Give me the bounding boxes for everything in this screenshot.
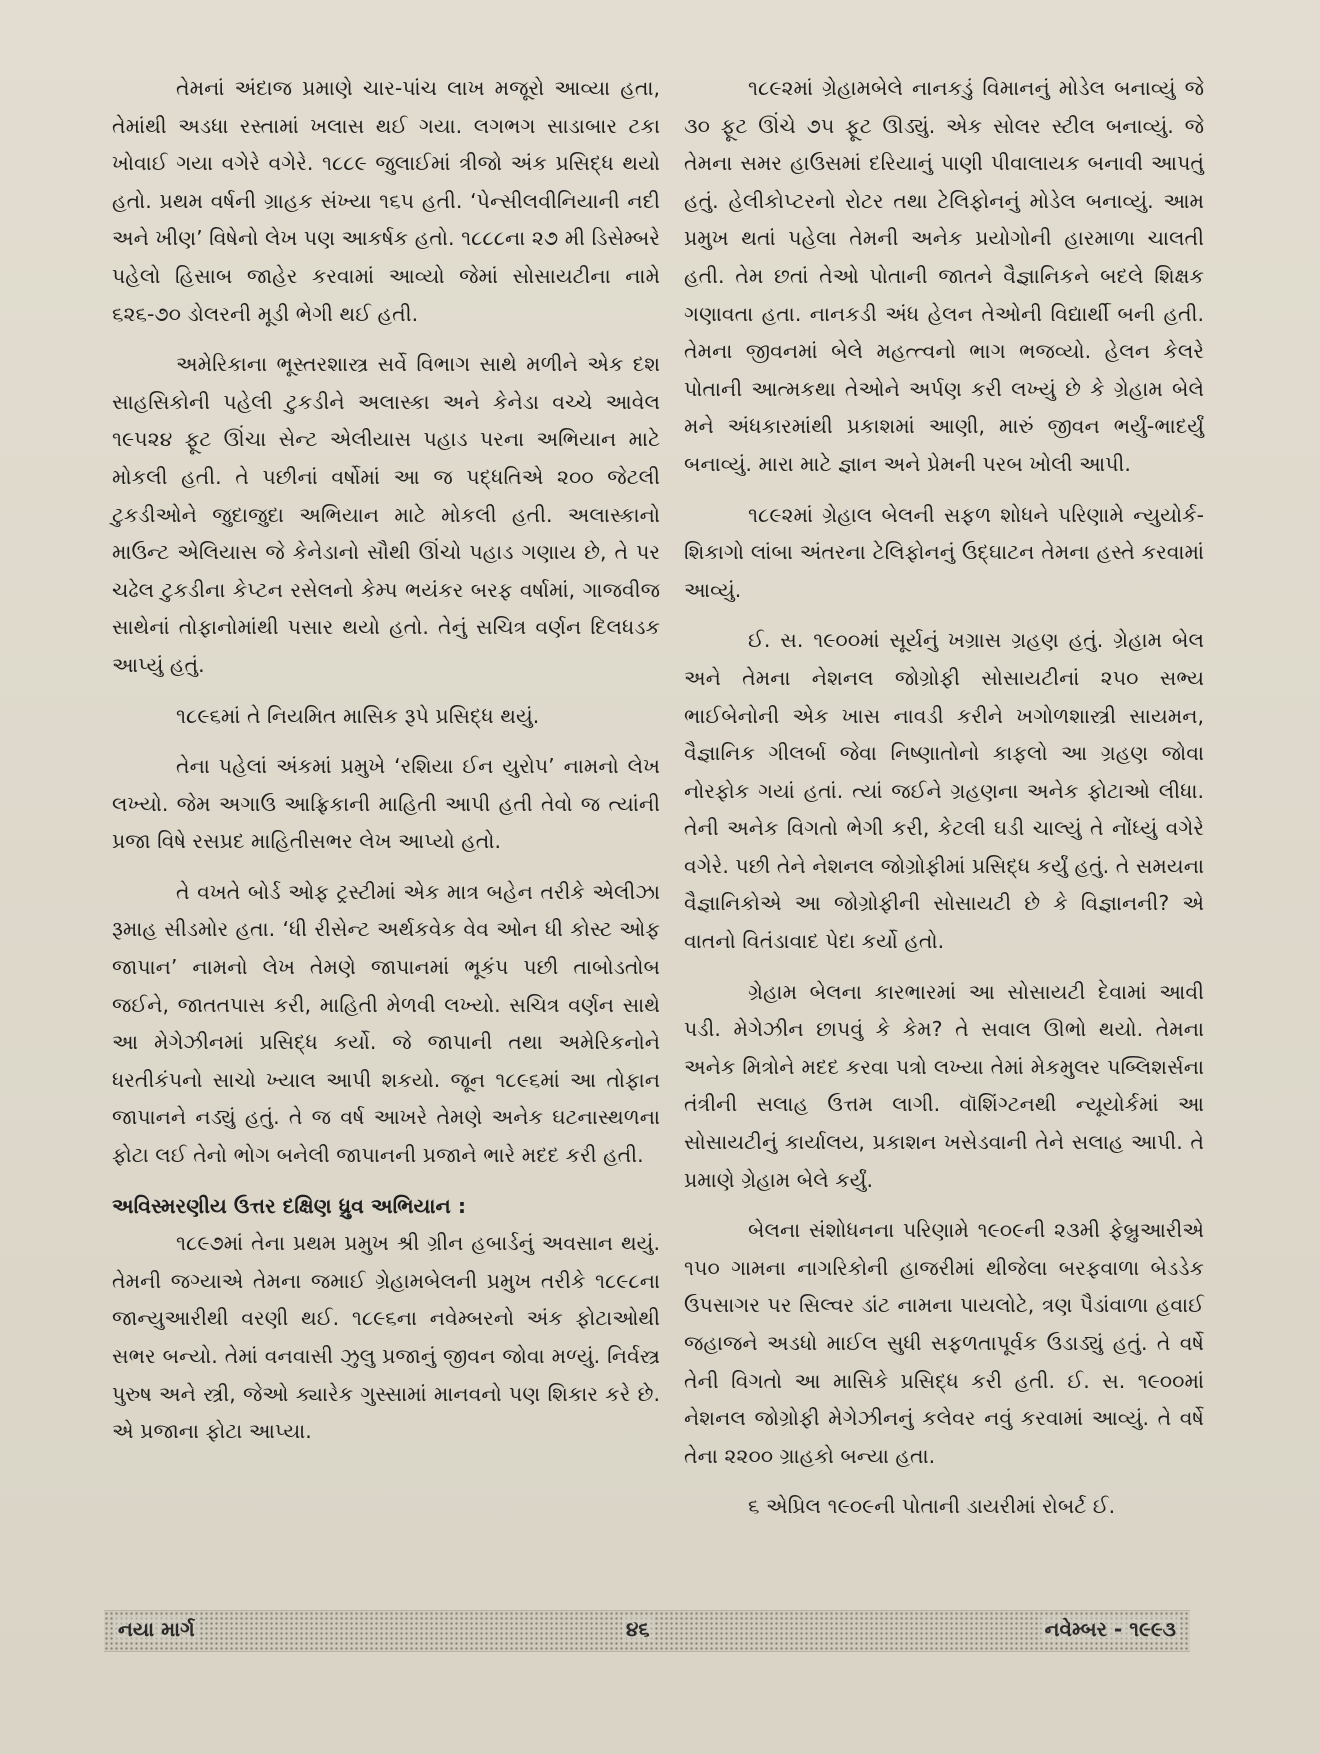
paragraph: ૧૮૯૬માં તે નિયમિત માસિક રૂપે પ્રસિદ્ધ થયું. [176, 703, 540, 728]
paragraph: અમેરિકાના ભૂસ્તરશાસ્ત્ર સર્વે વિભાગ સાથે મળીને એક દશ સાહસિકોની પહેલી ટુકડીને અલાસ્કા અને કેનેડા વચ્ચે આવેલ ૧૯૫૨૪ ફૂટ ઊંચા સેન્ટ એલીયાસ પહાડ પરના અભિયાન માટે મોકલી હતી. તે પછીનાં વર્ષોમાં આ જ પદ્ધતિએ ૨૦૦ જેટલી ટુકડીઓને જુદાજુદા અભિયાન માટે મોકલી હતી. અલાસ્કાનો માઉન્ટ એલિયાસ જે કેનેડાનો સૌથી ઊંચો પહાડ ગણાય છે, તે પર ચઢેલ ટુકડીના કેપ્ટન રસેલનો કેમ્પ ભયંકર બરફ વર્ષામાં, ગાજવીજ સાથેનાં તોફાનોમાંથી પસાર થયો હતો. તેનું સચિત્ર વર્ણન દિલધડક આપ્યું હતું. [112, 352, 660, 677]
right-column [684, 70, 1204, 1539]
page-footer [104, 1610, 1190, 1652]
section-heading: અવિસ્મરણીય ઉત્તર દક્ષિણ ધ્રુવ અભિયાન : [112, 1193, 467, 1218]
page-number: ૪૬ [622, 1617, 654, 1641]
paragraph: ૧૮૯૨માં ગ્રેહાલ બેલની સફળ શોધને પરિણામે ન્યુયોર્ક-શિકાગો લાંબા અંતરના ટેલિફોનનું ઉદ્‌ઘાટન તેમના હસ્તે કરવામાં આવ્યું. [684, 502, 1204, 602]
magazine-name: નયા માર્ગ [114, 1617, 199, 1641]
left-column [112, 70, 660, 1464]
paragraph: ૬ એપ્રિલ ૧૯૦૯ની પોતાની ડાયરીમાં રોબર્ટ ઈ. [748, 1494, 1116, 1519]
paragraph: તે વખતે બોર્ડ ઓફ ટ્રસ્ટીમાં એક માત્ર બહેન તરીકે એલીઝા રૂમાહ સીડમોર હતા. ‘ધી રીસેન્ટ અર્થકવેક વેવ ઓન ધી કોસ્ટ ઓફ જાપાન’ નામનો લેખ તેમણે જાપાનમાં ભૂકંપ પછી તાબોડતોબ જઈને, જાતતપાસ કરી, માહિતી મેળવી લખ્યો. સચિત્ર વર્ણન સાથે આ મેગેઝીનમાં પ્રસિદ્ધ કર્યો. જે જાપાની તથા અમેરિકનોને ધરતીકંપનો સાચો ખ્યાલ આપી શકયો. જૂન ૧૮૯૬માં આ તોફાન જાપાનને નડ્યું હતું. તે જ વર્ષ આખરે તેમણે અનેક ઘટનાસ્થળના ફોટા લઈ તેનો ભોગ બનેલી જાપાનની પ્રજાને ભારે મદદ કરી હતી. [112, 879, 660, 1168]
paragraph: ઈ. સ. ૧૯૦૦માં સૂર્યનું ખગ્રાસ ગ્રહણ હતું. ગ્રેહામ બેલ અને તેમના નેશનલ જોગ્રોફી સોસાયટીનાં ૨૫૦ સભ્ય ભાઈબેનોની એક ખાસ નાવડી કરીને ખગોળશાસ્ત્રી સાયમન, વૈજ્ઞાનિક ગીલર્બા જેવા નિષ્ણાતોનો કાફલો આ ગ્રહણ જોવા નોરફોક ગયાં હતાં. ત્યાં જઈને ગ્રહણના અનેક ફોટાઓ લીધા. તેની અનેક વિગતો ભેગી કરી, કેટલી ઘડી ચાલ્યું તે નોંધ્યું વગેરે વગેરે. પછી તેને નેશનલ જોગ્રોફીમાં પ્રસિદ્ધ કર્યું હતું. તે સમયના વૈજ્ઞાનિકોએ આ જોગ્રોફીની સોસાયટી છે કે વિજ્ઞાનની? એ વાતનો વિતંડાવાદ પેદા કર્યો હતો. [684, 628, 1204, 954]
paragraph: ૧૮૯૭માં તેના પ્રથમ પ્રમુખ શ્રી ગ્રીન હબાર્ડનું અવસાન થયું. તેમની જગ્યાએ તેમના જમાઈ ગ્રેહામબેલની પ્રમુખ તરીકે ૧૮૯૮ના જાન્યુઆરીથી વરણી થઈ. ૧૮૯૬ના નવેમ્બરનો અંક ફોટાઓથી સભર બન્યો. તેમાં વનવાસી ઝુલુ પ્રજાનું જીવન જોવા મળ્યું. નિર્વસ્ત્ર પુરુષ અને સ્ત્રી, જેઓ ક્યારેક ગુસ્સામાં માનવનો પણ શિકાર કરે છે. એ પ્રજાના ફોટા આપ્યા. [112, 1231, 660, 1444]
paragraph: તેમનાં અંદાજ પ્રમાણે ચાર-પાંચ લાખ મજૂરો આવ્યા હતા, તેમાંથી અડધા રસ્તામાં ખલાસ થઈ ગયા. લગભગ સાડાબાર ટકા ખોવાઈ ગયા વગેરે વગેરે. ૧૮૮૯ જુલાઈમાં ત્રીજો અંક પ્રસિદ્ધ થયો હતો. પ્રથમ વર્ષની ગ્રાહક સંખ્યા ૧૬૫ હતી. ‘પેન્સીલવીનિયાની નદી અને ખીણ’ વિષેનો લેખ પણ આકર્ષક હતો. ૧૮૮૮ના ૨૭ મી ડિસેમ્બરે પહેલો હિસાબ જાહેર કરવામાં આવ્યો જેમાં સોસાયટીના નામે ૬૨૬-૭૦ ડોલરની મૂડી ભેગી થઈ હતી. [112, 76, 660, 326]
paragraph: ૧૮૯૨માં ગ્રેહામબેલે નાનકડું વિમાનનું મોડેલ બનાવ્યું જે ૩૦ ફૂટ ઊંચે ૭૫ ફૂટ ઊડ્યું. એક સોલર સ્ટીલ બનાવ્યું. જે તેમના સમર હાઉસમાં દરિયાનું પાણી પીવાલાયક બનાવી આપતું હતું. હેલીકોપ્ટરનો રોટર તથા ટેલિફોનનું મોડેલ બનાવ્યું. આમ પ્રમુખ થતાં પહેલા તેમની અનેક પ્રયોગોની હારમાળા ચાલતી હતી. તેમ છતાં તેઓ પોતાની જાતને વૈજ્ઞાનિકને બદલે શિક્ષક ગણાવતા હતા. નાનકડી અંધ હેલન તેઓની વિદ્યાર્થી બની હતી. તેમના જીવનમાં બેલે મહત્ત્વનો ભાગ ભજવ્યો. હેલન કેલરે પોતાની આત્મકથા તેઓને અર્પણ કરી લખ્યું છે કે ગ્રેહામ બેલે મને અંધકારમાંથી પ્રકાશમાં આણી, મારું જીવન ભર્યું-ભાદર્યું બનાવ્યું. મારા માટે જ્ઞાન અને પ્રેમની પરબ ખોલી આપી. [684, 76, 1204, 476]
paragraph: તેના પહેલાં અંકમાં પ્રમુખે ‘રશિયા ઈન યુરોપ’ નામનો લેખ લખ્યો. જેમ અગાઉ આફ્રિકાની માહિતી આપી હતી તેવો જ ત્યાંની પ્રજા વિષે રસપ્રદ માહિતીસભર લેખ આપ્યો હતો. [112, 754, 660, 854]
issue-date: નવેમ્બર - ૧૯૯૩ [1041, 1617, 1180, 1641]
paragraph: બેલના સંશોધનના પરિણામે ૧૯૦૯ની ૨૩મી ફેબ્રુઆરીએ ૧૫૦ ગામના નાગરિકોની હાજરીમાં થીજેલા બરફવાળા બેડડેક ઉપસાગર પર સિલ્વર ડાંટ નામના પાયલોટે, ત્રણ પૈડાંવાળા હવાઈ જહાજને અડધો માઈલ સુધી સફળતાપૂર્વક ઉડાડ્યું હતું. તે વર્ષે તેની વિગતો આ માસિકે પ્રસિદ્ધ કરી હતી. ઈ. સ. ૧૯૦૦માં નેશનલ જોગ્રોફી મેગેઝીનનું કલેવર નવું કરવામાં આવ્યું. તે વર્ષે તેના ૨૨૦૦ ગ્રાહકો બન્યા હતા. [684, 1218, 1204, 1468]
paragraph: ગ્રેહામ બેલના કારભારમાં આ સોસાયટી દેવામાં આવી પડી. મેગેઝીન છાપવું કે કેમ? તે સવાલ ઊભો થયો. તેમના અનેક મિત્રોને મદદ કરવા પત્રો લખ્યા તેમાં મેકમુલર પબ્લિશર્સના તંત્રીની સલાહ ઉત્તમ લાગી. વૉશિંગ્ટનથી ન્યૂયોર્કમાં આ સોસાયટીનું કાર્યાલય, પ્રકાશન ખસેડવાની તેને સલાહ આપી. તે પ્રમાણે ગ્રેહામ બેલે કર્યું. [684, 979, 1204, 1192]
